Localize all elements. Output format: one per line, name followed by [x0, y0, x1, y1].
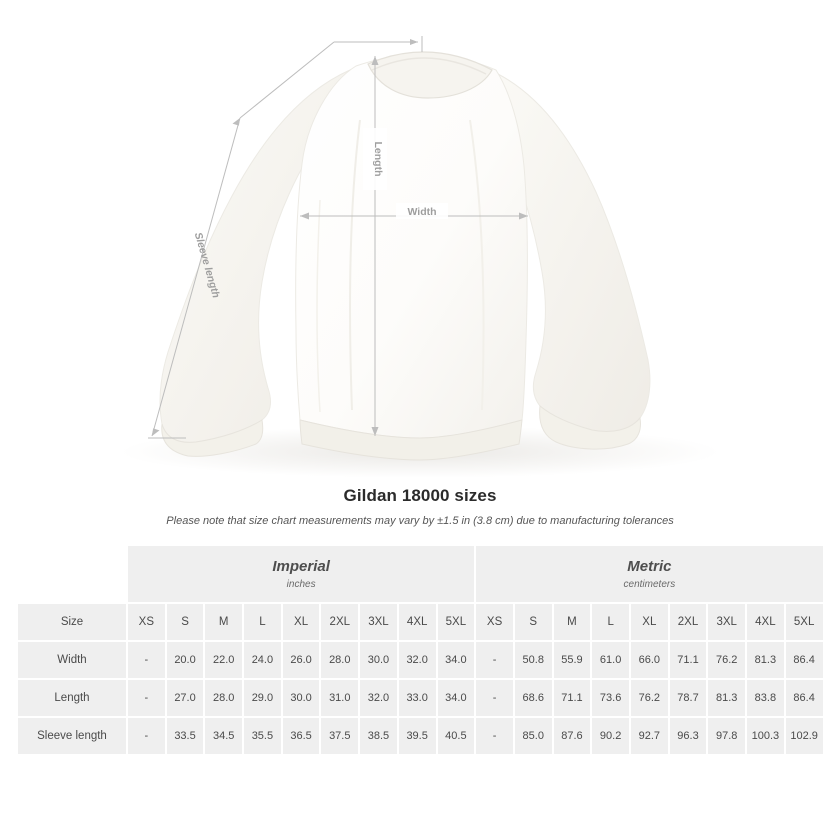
cell-length-imperial-xs: -	[127, 679, 166, 717]
cell-length-metric-5xl: 86.4	[785, 679, 824, 717]
cell-length-metric-4xl: 83.8	[746, 679, 785, 717]
system-metric-name: Metric	[627, 557, 672, 575]
system-metric-unit: centimeters	[623, 579, 676, 591]
shoulder-guide-arrow	[410, 39, 418, 45]
cell-sleeve-metric-4xl: 100.3	[746, 717, 785, 755]
cell-length-metric-xs: -	[475, 679, 514, 717]
page-title: Gildan 18000 sizes	[343, 486, 497, 505]
row-label-width: Width	[17, 641, 127, 679]
cell-length-metric-l: 73.6	[591, 679, 630, 717]
cell-sleeve-imperial-l: 35.5	[243, 717, 282, 755]
cell-length-imperial-3xl: 32.0	[359, 679, 398, 717]
cell-sleeve-metric-3xl: 97.8	[707, 717, 746, 755]
cell-length-metric-s: 68.6	[514, 679, 553, 717]
cell-length-imperial-2xl: 31.0	[320, 679, 359, 717]
size-chart-wrapper	[0, 544, 840, 756]
cell-width-imperial-2xl: 28.0	[320, 641, 359, 679]
cell-width-imperial-3xl: 30.0	[359, 641, 398, 679]
cell-sleeve-imperial-m: 34.5	[204, 717, 243, 755]
col-header-imperial-3xl: 3XL	[359, 603, 398, 641]
table-row	[17, 641, 824, 679]
col-header-metric-l: L	[591, 603, 630, 641]
col-header-imperial-2xl: 2XL	[320, 603, 359, 641]
row-label-length: Length	[17, 679, 127, 717]
cell-sleeve-metric-5xl: 102.9	[785, 717, 824, 755]
cell-width-metric-xl: 66.0	[630, 641, 669, 679]
cell-length-imperial-l: 29.0	[243, 679, 282, 717]
cell-length-imperial-5xl: 34.0	[437, 679, 476, 717]
col-header-metric-xs: XS	[475, 603, 514, 641]
cell-width-metric-xs: -	[475, 641, 514, 679]
cell-length-metric-3xl: 81.3	[707, 679, 746, 717]
cell-length-imperial-xl: 30.0	[282, 679, 321, 717]
table-row	[17, 717, 824, 755]
cell-width-imperial-l: 24.0	[243, 641, 282, 679]
col-header-imperial-s: S	[166, 603, 205, 641]
cell-width-metric-3xl: 76.2	[707, 641, 746, 679]
sleeve-arrow-top	[233, 118, 241, 126]
cell-sleeve-metric-xs: -	[475, 717, 514, 755]
size-chart-table	[16, 544, 825, 756]
cell-width-metric-s: 50.8	[514, 641, 553, 679]
cell-width-metric-m: 55.9	[553, 641, 592, 679]
cell-sleeve-metric-m: 87.6	[553, 717, 592, 755]
cell-width-metric-4xl: 81.3	[746, 641, 785, 679]
col-header-imperial-xl: XL	[282, 603, 321, 641]
cell-width-imperial-xl: 26.0	[282, 641, 321, 679]
cell-width-imperial-m: 22.0	[204, 641, 243, 679]
col-header-imperial-5xl: 5XL	[437, 603, 476, 641]
cell-width-metric-5xl: 86.4	[785, 641, 824, 679]
cell-length-imperial-s: 27.0	[166, 679, 205, 717]
corner-blank	[17, 545, 127, 603]
system-metric	[475, 545, 823, 603]
col-header-imperial-xs: XS	[127, 603, 166, 641]
cell-width-imperial-4xl: 32.0	[398, 641, 437, 679]
cell-sleeve-imperial-3xl: 38.5	[359, 717, 398, 755]
cell-sleeve-metric-s: 85.0	[514, 717, 553, 755]
cell-sleeve-metric-xl: 92.7	[630, 717, 669, 755]
system-imperial-unit: inches	[286, 579, 316, 591]
row-label-sleeve-length: Sleeve length	[17, 717, 127, 755]
col-header-metric-5xl: 5XL	[785, 603, 824, 641]
cell-width-imperial-xs: -	[127, 641, 166, 679]
cell-sleeve-imperial-xs: -	[127, 717, 166, 755]
cell-width-metric-2xl: 71.1	[669, 641, 708, 679]
size-header-cell: Size	[17, 603, 127, 641]
cell-sleeve-metric-l: 90.2	[591, 717, 630, 755]
cell-sleeve-metric-2xl: 96.3	[669, 717, 708, 755]
tolerance-note: Please note that size chart measurements may vary by ±1.5 in (3.8 cm) due to manufacturing tolerances	[166, 515, 674, 527]
cell-length-metric-m: 71.1	[553, 679, 592, 717]
cell-width-imperial-5xl: 34.0	[437, 641, 476, 679]
cell-length-metric-xl: 76.2	[630, 679, 669, 717]
cell-sleeve-imperial-s: 33.5	[166, 717, 205, 755]
col-header-imperial-l: L	[243, 603, 282, 641]
cell-length-metric-2xl: 78.7	[669, 679, 708, 717]
cell-sleeve-imperial-2xl: 37.5	[320, 717, 359, 755]
width-label: Width	[407, 206, 437, 218]
cell-width-metric-l: 61.0	[591, 641, 630, 679]
col-header-metric-xl: XL	[630, 603, 669, 641]
table-row	[17, 679, 824, 717]
col-header-metric-m: M	[553, 603, 592, 641]
cell-length-imperial-4xl: 33.0	[398, 679, 437, 717]
col-header-imperial-m: M	[204, 603, 243, 641]
col-header-imperial-4xl: 4XL	[398, 603, 437, 641]
system-imperial	[127, 545, 475, 603]
length-label: Length	[372, 141, 384, 177]
system-imperial-name: Imperial	[272, 557, 330, 575]
garment-body	[296, 54, 528, 438]
size-header-row	[17, 603, 824, 641]
col-header-metric-2xl: 2XL	[669, 603, 708, 641]
sleeve-length-label: Sleeve length	[191, 230, 222, 300]
cell-sleeve-imperial-5xl: 40.5	[437, 717, 476, 755]
title-block	[0, 480, 840, 527]
col-header-metric-4xl: 4XL	[746, 603, 785, 641]
cell-length-imperial-m: 28.0	[204, 679, 243, 717]
col-header-metric-s: S	[514, 603, 553, 641]
col-header-metric-3xl: 3XL	[707, 603, 746, 641]
system-header-row	[17, 545, 824, 603]
cell-sleeve-imperial-xl: 36.5	[282, 717, 321, 755]
cell-sleeve-imperial-4xl: 39.5	[398, 717, 437, 755]
sleeve-arrow-bottom	[152, 428, 160, 436]
cell-width-imperial-s: 20.0	[166, 641, 205, 679]
